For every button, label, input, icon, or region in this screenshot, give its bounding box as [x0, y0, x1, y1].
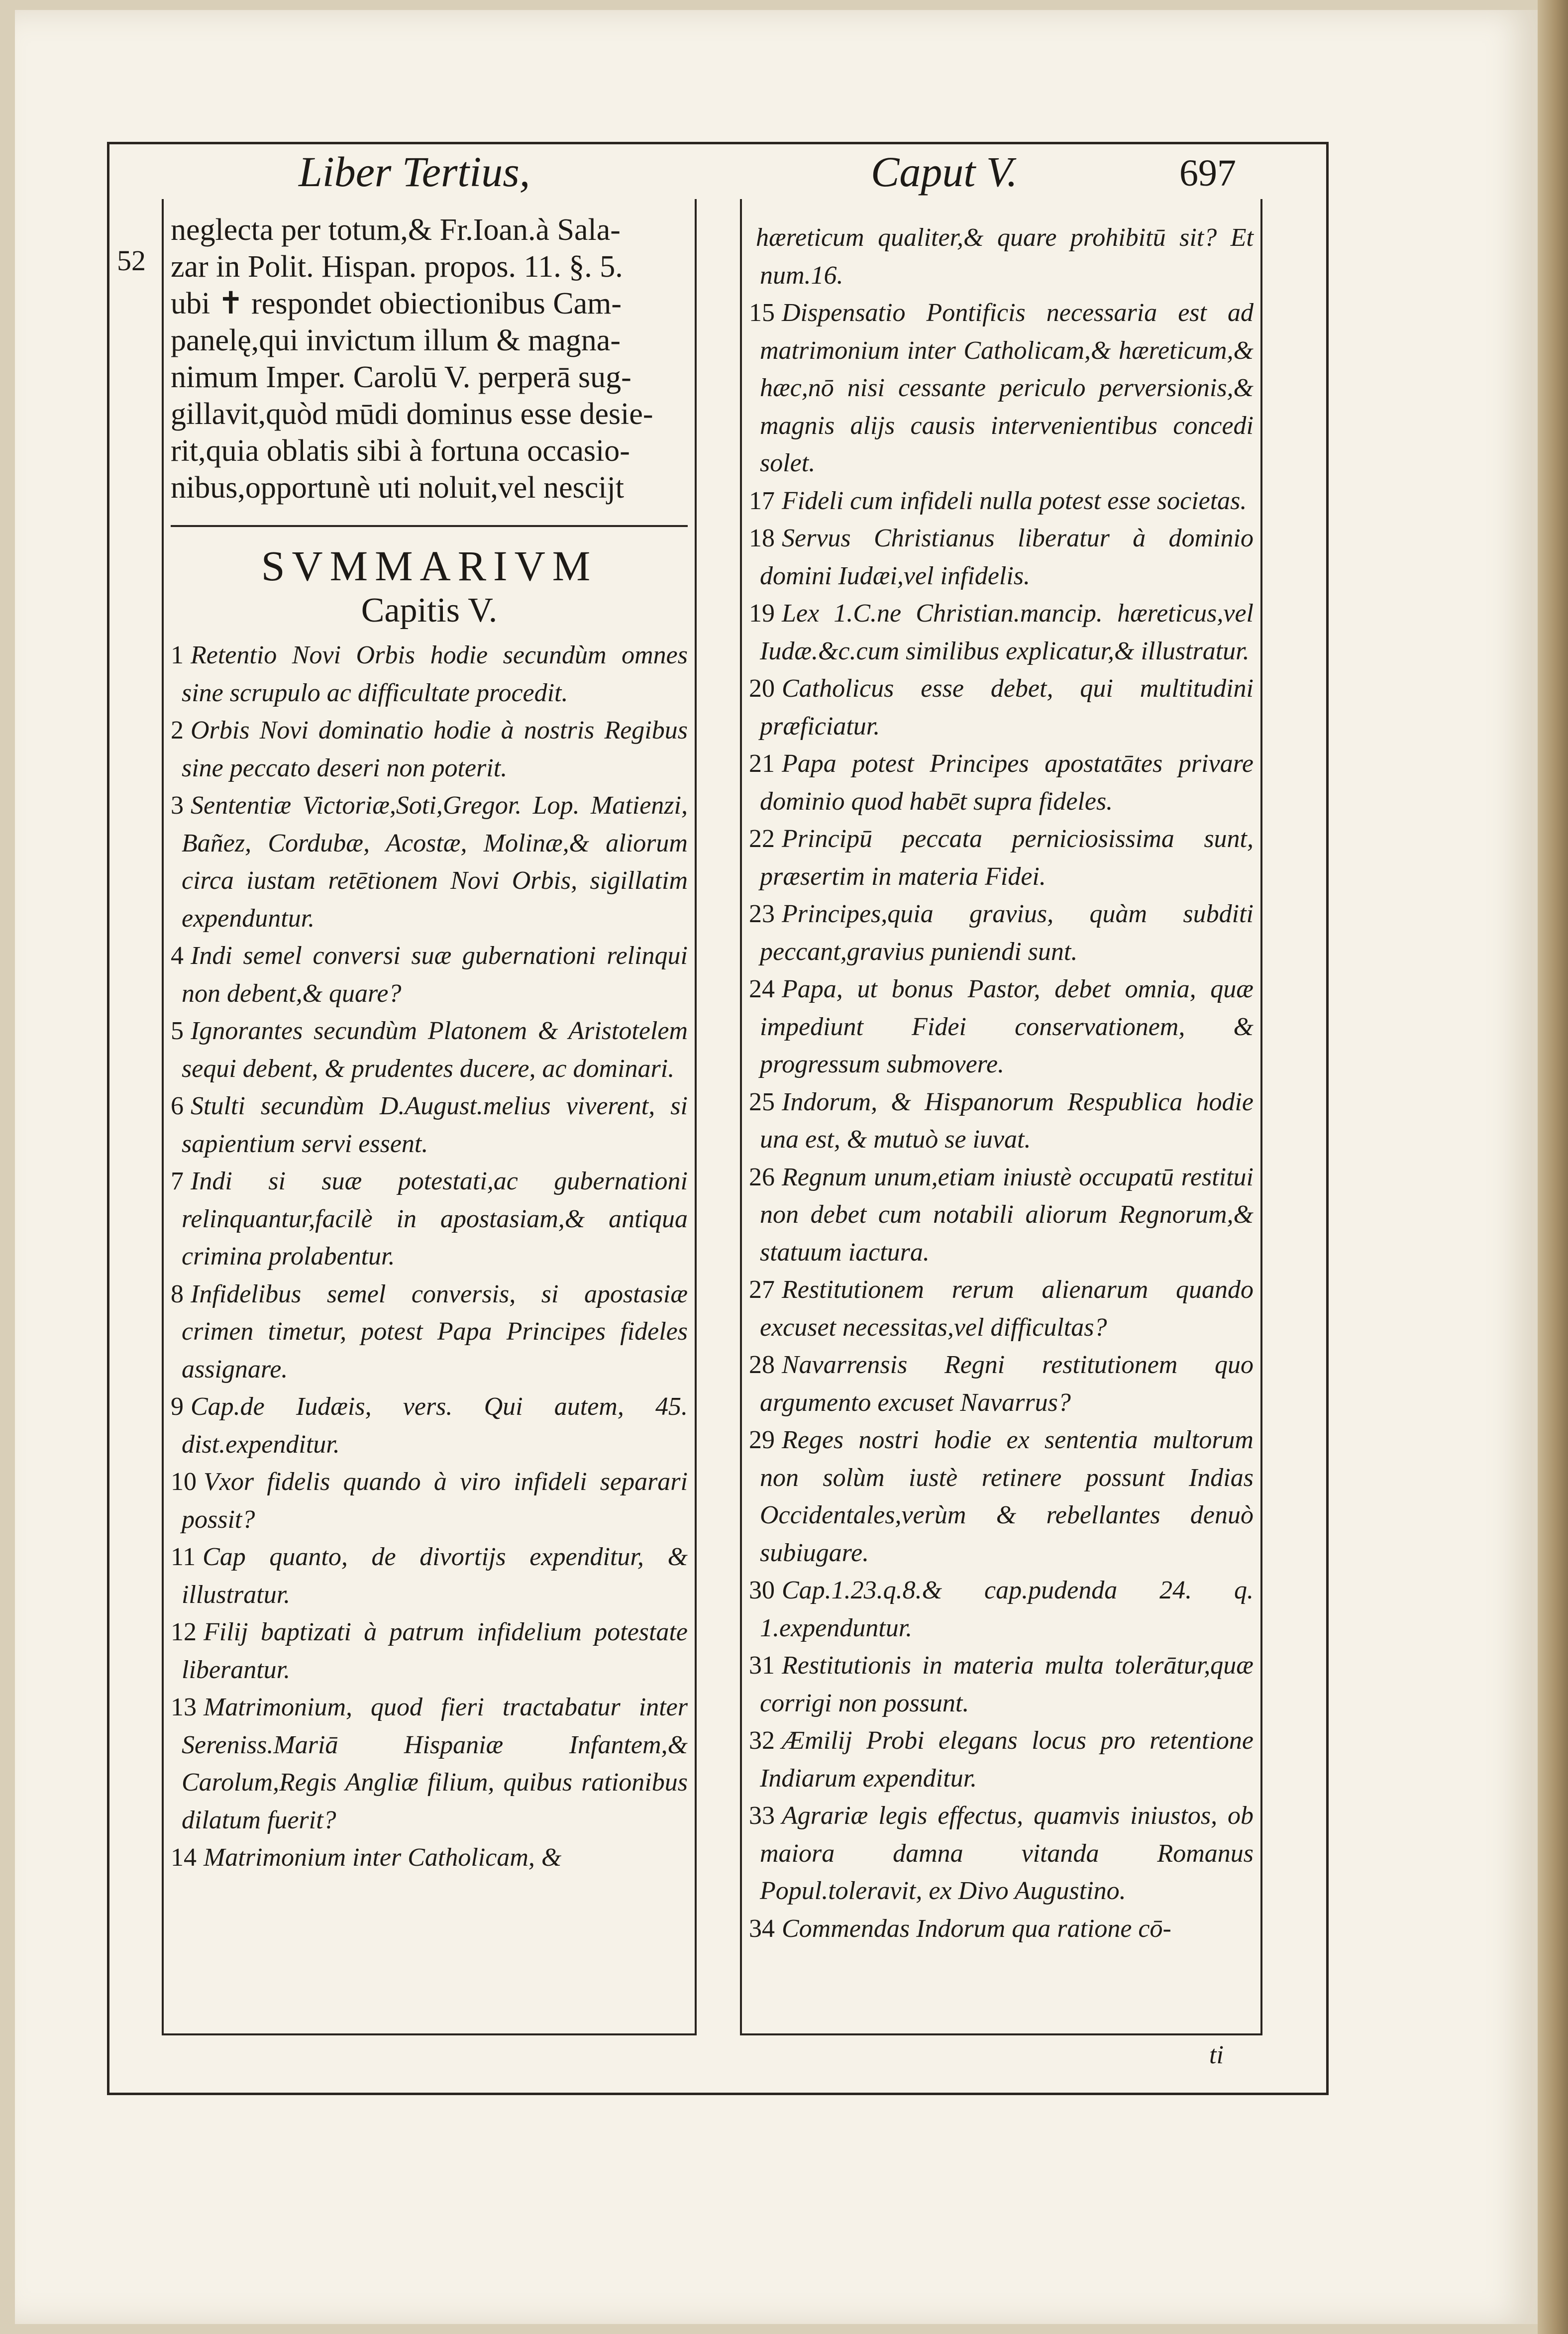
- item-number: 28: [749, 1351, 775, 1379]
- summary-item: [171, 1275, 688, 1388]
- summary-item: [749, 820, 1254, 895]
- summary-item: [749, 970, 1254, 1083]
- summary-list-right: [749, 219, 1254, 1947]
- item-number: 8: [171, 1279, 184, 1308]
- text-line: nimum Imper. Carolū V. perperā sug-: [171, 360, 631, 394]
- item-number: 4: [171, 942, 184, 970]
- item-text: Filij baptizati à patrum infidelium potestate liberantur.: [182, 1618, 688, 1684]
- item-text: Fideli cum infideli nulla potest esse societas.: [782, 486, 1247, 515]
- item-text: Orbis Novi dominatio hodie à nostris Regibus sine peccato deseri non poterit.: [182, 716, 688, 782]
- item-text: Catholicus esse debet, qui multitudini præficiatur.: [760, 674, 1254, 741]
- summary-item: [749, 1083, 1254, 1159]
- summary-item: [749, 1572, 1254, 1647]
- item-number: 34: [749, 1914, 775, 1943]
- item-text: Principes,quia gravius, quàm subditi peccant,gravius puniendi sunt.: [760, 900, 1254, 966]
- item-text: Navarrensis Regni restitutionem quo argumento excuset Navarrus?: [760, 1351, 1254, 1417]
- item-number: 24: [749, 975, 775, 1003]
- summary-item: [749, 595, 1254, 670]
- summary-item: [749, 895, 1254, 970]
- summary-item: [171, 1163, 688, 1275]
- item-number: 22: [749, 825, 775, 853]
- summary-item: [171, 1839, 688, 1877]
- item-number: 2: [171, 716, 184, 744]
- item-text: Indorum, & Hispanorum Respublica hodie una est, & mutuò se iuvat.: [760, 1087, 1254, 1154]
- item-text: Infidelibus semel conversis, si apostasiæ crimen timetur, potest Papa Principes fideles assignare.: [182, 1279, 688, 1383]
- item-text: Principū peccata perniciosissima sunt, præsertim in materia Fidei.: [760, 825, 1254, 891]
- item-text: Cap quanto, de divortijs expenditur, & illustratur.: [182, 1543, 688, 1609]
- item-number: 18: [749, 524, 775, 552]
- item-number: 15: [749, 299, 775, 327]
- item-number: 25: [749, 1087, 775, 1116]
- header-book-title: Liber Tertius,: [299, 148, 530, 196]
- header-chapter: Caput V.: [871, 148, 1018, 196]
- item-text: Matrimonium, quod fieri tractabatur inter Sereniss.Mariā Hispaniæ Infantem,& Carolum,Regis Angliæ filium, quibus rationibus dilatum fuerit?: [182, 1693, 688, 1834]
- summary-item: [171, 1388, 688, 1463]
- item-number: 5: [171, 1017, 184, 1045]
- item-number: 33: [749, 1802, 775, 1830]
- catchword: ti: [1209, 2041, 1224, 2069]
- item-text: Sententiæ Victoriæ,Soti,Gregor. Lop. Matienzi, Bañez, Cordubæ, Acostæ, Molinæ,& aliorum circa iustam retētionem Novi Orbis, sigillatim expenduntur.: [182, 791, 688, 933]
- item-number: 23: [749, 900, 775, 928]
- item-number: 29: [749, 1426, 775, 1454]
- running-header: [107, 144, 1329, 202]
- summary-item: [749, 745, 1254, 820]
- summary-item: [749, 1346, 1254, 1421]
- item-text: Agrariæ legis effectus, quamvis iniustos, ob maiora damna vitanda Romanus Popul.toleravit, ex Divo Augustino.: [760, 1802, 1254, 1905]
- summary-item: [749, 1722, 1254, 1797]
- summary-title: SVMMARIVM: [261, 542, 598, 590]
- item-number: 12: [171, 1618, 197, 1646]
- item-text: Vxor fidelis quando à viro infideli separari possit?: [182, 1468, 688, 1534]
- item-number: 17: [749, 486, 775, 515]
- item-text: Indi semel conversi suæ gubernationi relinqui non debent,& quare?: [182, 942, 688, 1008]
- item-text: Regnum unum,etiam iniustè occupatū restitui non debet cum notabili aliorum Regnorum,& statuum iactura.: [760, 1163, 1254, 1267]
- page-number: 697: [1179, 152, 1236, 194]
- summary-item: [171, 1087, 688, 1163]
- item-number: 21: [749, 749, 775, 778]
- text-line: gillavit,quòd mūdi dominus esse desie-: [171, 397, 653, 431]
- summary-item: [171, 937, 688, 1012]
- summary-item: [171, 712, 688, 787]
- item-text: Servus Christianus liberatur à dominio domini Iudæi,vel infidelis.: [760, 524, 1254, 590]
- text-line: nibus,opportunè uti noluit,vel nescijt: [171, 471, 624, 505]
- item-number: 7: [171, 1167, 184, 1195]
- summary-list-left: [171, 637, 688, 1877]
- text-line: ubi ✝ respondet obiectionibus Cam-: [171, 287, 622, 320]
- item-number: 13: [171, 1693, 197, 1721]
- summary-item: [171, 787, 688, 937]
- item-text: Restitutionem rerum alienarum quando excuset necessitas,vel difficultas?: [760, 1275, 1254, 1342]
- summary-item: [171, 1012, 688, 1087]
- summary-item: [171, 1689, 688, 1839]
- summary-item: [171, 1538, 688, 1613]
- summary-item: [749, 219, 1254, 294]
- item-number: 20: [749, 674, 775, 703]
- summary-item: [749, 294, 1254, 482]
- text-line: zar in Polit. Hispan. propos. 11. §. 5.: [171, 250, 623, 284]
- summary-subtitle: Capitis V.: [361, 591, 498, 630]
- item-number: 14: [171, 1843, 197, 1872]
- margin-note-number: 52: [117, 244, 146, 277]
- item-text: hæreticum qualiter,& quare prohibitū sit? Et num.16.: [756, 223, 1254, 290]
- item-number: 19: [749, 599, 775, 628]
- text-line: neglecta per totum,& Fr.Ioan.à Sala-: [171, 213, 621, 247]
- item-text: Commendas Indorum qua ratione cō-: [782, 1914, 1171, 1943]
- book-spine: [1538, 0, 1568, 2334]
- item-number: 3: [171, 791, 184, 820]
- item-text: Stulti secundùm D.August.melius viverent, si sapientium servi essent.: [182, 1092, 688, 1158]
- item-text: Retentio Novi Orbis hodie secundùm omnes sine scrupulo ac difficultate procedit.: [182, 641, 688, 707]
- item-number: 26: [749, 1163, 775, 1191]
- item-number: 30: [749, 1576, 775, 1604]
- item-number: 6: [171, 1092, 184, 1120]
- item-text: Matrimonium inter Catholicam, &: [204, 1843, 562, 1872]
- section-divider: [171, 525, 688, 527]
- summary-item: [749, 520, 1254, 595]
- text-line: panelę,qui invictum illum & magna-: [171, 323, 621, 357]
- summary-item: [171, 1613, 688, 1689]
- item-number: 9: [171, 1392, 184, 1421]
- item-text: Indi si suæ potestati,ac gubernationi relinquantur,facilè in apostasiam,& antiqua crimina prolabentur.: [182, 1167, 688, 1271]
- item-text: Restitutionis in materia multa tolerātur,quæ corrigi non possunt.: [760, 1651, 1254, 1717]
- item-number: 27: [749, 1275, 775, 1304]
- item-text: Lex 1.C.ne Christian.mancip. hæreticus,vel Iudæ.&c.cum similibus explicatur,& illustratur.: [760, 599, 1254, 665]
- item-number: 11: [171, 1543, 196, 1571]
- summary-item: [749, 1159, 1254, 1272]
- summary-item: [171, 1463, 688, 1538]
- summary-item: [749, 482, 1254, 520]
- item-number: 1: [171, 641, 184, 669]
- summary-item: [749, 1647, 1254, 1722]
- item-text: Papa potest Principes apostatātes privare dominio quod habēt supra fideles.: [760, 749, 1254, 816]
- summary-item: [171, 637, 688, 712]
- text-line: rit,quia oblatis sibi à fortuna occasio-: [171, 434, 630, 468]
- item-text: Ignorantes secundùm Platonem & Aristotelem sequi debent, & prudentes ducere, ac dominari.: [182, 1017, 688, 1083]
- summary-item: [749, 1797, 1254, 1910]
- item-number: 31: [749, 1651, 775, 1680]
- summary-item: [749, 1271, 1254, 1346]
- item-number: 10: [171, 1468, 197, 1496]
- item-text: Æmilij Probi elegans locus pro retentione Indiarum expenditur.: [760, 1726, 1254, 1793]
- summary-item: [749, 1910, 1254, 1948]
- left-column: [162, 199, 697, 2035]
- summary-item: [749, 670, 1254, 745]
- right-column: [740, 199, 1262, 2035]
- summary-item: [749, 1421, 1254, 1572]
- item-text: Papa, ut bonus Pastor, debet omnia, quæ impediunt Fidei conservationem, & progressum submovere.: [760, 975, 1254, 1078]
- item-number: 32: [749, 1726, 775, 1755]
- item-text: Cap.de Iudæis, vers. Qui autem, 45. dist.expenditur.: [182, 1392, 688, 1459]
- item-text: Dispensatio Pontificis necessaria est ad matrimonium inter Catholicam,& hæreticum,& hæc,nō nisi cessante periculo perversionis,& magnis alijs causis intervenientibus concedi solet.: [760, 299, 1254, 477]
- item-text: Reges nostri hodie ex sententia multorum non solùm iustè retinere possunt Indias Occidentales,verùm & rebellantes denuò subiugare.: [760, 1426, 1254, 1567]
- item-text: Cap.1.23.q.8.& cap.pudenda 24. q. 1.expenduntur.: [760, 1576, 1254, 1642]
- continued-text: [171, 212, 688, 506]
